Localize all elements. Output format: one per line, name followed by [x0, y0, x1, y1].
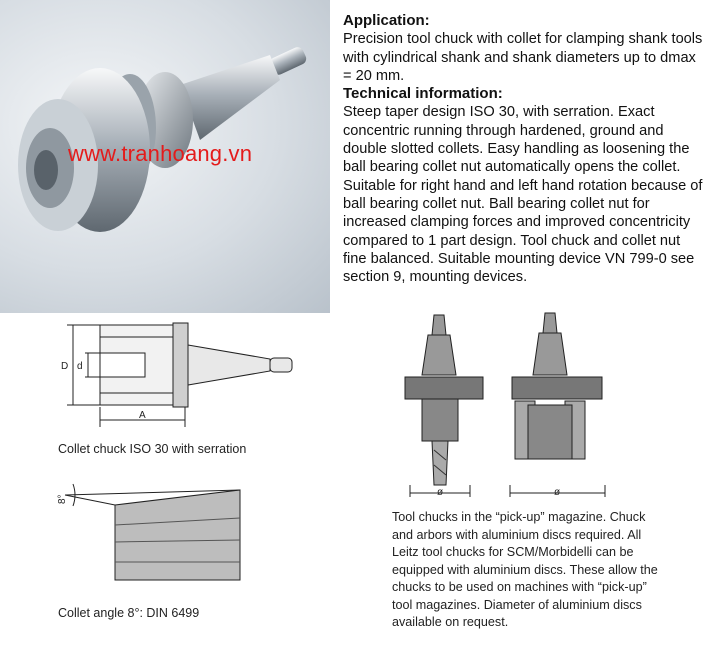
- application-heading: Application:: [343, 12, 430, 29]
- application-body: Precision tool chuck with collet for clamping shank tools with cylindrical shank and shank diameters up to dmax = 20 mm.: [343, 31, 703, 84]
- dimension-A-label: A: [139, 410, 146, 421]
- collet-chuck-diagram: [55, 315, 305, 430]
- pickup-description: Tool chucks in the “pick-up” magazine. Chuck and arbors with aluminium discs required. All Leitz tool chucks for SCM/Morbidelli can be equipped with aluminium discs. These allow the chucks to be used on machines with “pick-up” tool magazines. Diameter of aluminium discs available on request.: [392, 510, 658, 629]
- dimension-D-label: D: [61, 361, 69, 372]
- collet-angle-diagram: [55, 470, 255, 590]
- technical-body: Steep taper design ISO 30, with serration. Exact concentric running through hardened, ground and double slotted collets. Easy handling as loosening the ball bearing collet nut automatically opens the collet. Suitable for right hand and left hand rotation because of ball bearing collet nut. Ball bearing collet nut for increased clamping forces and improved concentricity compared to 1 part design. Tool chuck and collet nut fine balanced. Suitable mounting device VN 799-0 see section 9, mounting devices.: [343, 104, 703, 286]
- angle-label: 8°: [57, 494, 68, 504]
- pickup-dim-right: ø: [554, 487, 561, 498]
- description-block: [343, 12, 705, 286]
- collet-chuck-caption: Collet chuck ISO 30 with serration: [58, 442, 247, 456]
- pickup-magazine-diagram: [400, 305, 615, 500]
- technical-heading: Technical information:: [343, 85, 503, 103]
- dimension-d-label: d: [77, 361, 83, 372]
- collet-angle-caption: Collet angle 8°: DIN 6499: [58, 606, 200, 620]
- pickup-dim-left: ø: [437, 487, 444, 498]
- watermark-text: www.tranhoang.vn: [68, 141, 253, 166]
